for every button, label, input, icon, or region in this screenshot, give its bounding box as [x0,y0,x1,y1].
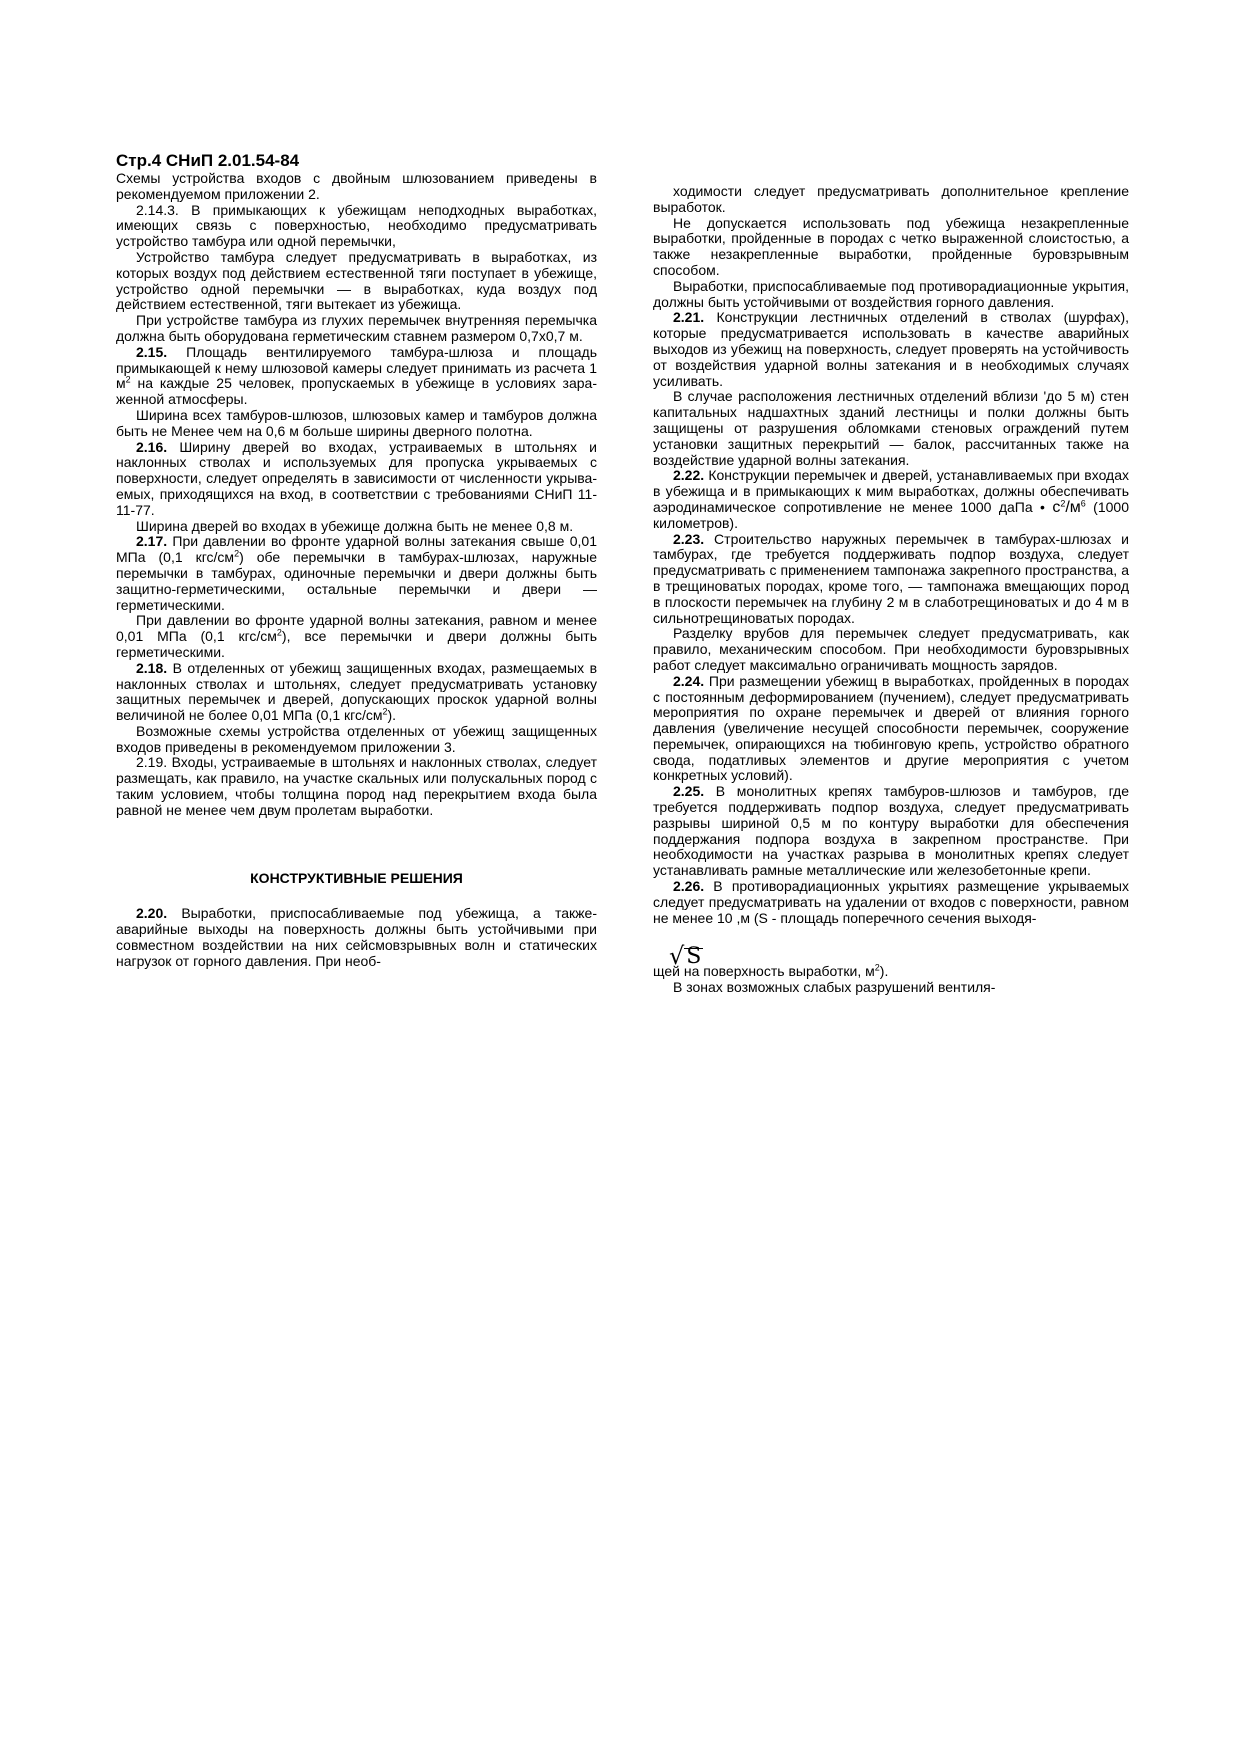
paragraph [653,784,1129,879]
superscript: 2 [1060,498,1066,509]
paragraph-text: В отделенных от убежищ защищенных входах, размещаемых в наклонных стволах и штольнях, следует предусматривать установку защитных перемычек и дверей, допускающих проскок ударной волны величиной не более 0,01 МПа (0,1 кгс/см [116,659,597,724]
clause-number: 2.17. [136,533,168,550]
clause-number: 2.21. [673,309,705,326]
paragraph-text: Выработки, приспосабливаемые под убежища, а также- аварийные выходы на поверхность должны быть устойчивыми при совместном воздействии на них сейсмовзрывных волн и статических нагрузок от горного давления. При необ- [116,905,597,969]
paragraph [116,661,597,724]
paragraph: При устройстве тамбура из глухих перемычек внутренняя перемычка должна быть оборудована герметическим ставнем размером 0,7х0,7 м. [116,312,597,344]
paragraph-text: Строительство наружных перемычек в тамбурах-шлюзах и тамбурах, где требуется поддерживать подпор воздуха, следует предусматривать с применением тампонажа закрепного пространства, а в трещиноватых породах, кроме того, — тампонажа вмещающих пород в плоскости перемычек на глубину 2 м в слаботрещиноватых и до 4 м в сильнотрещиноватых породах. [653,530,1129,626]
square-root [669,941,703,970]
clause-number: 2.20. [136,905,168,922]
paragraph: В случае расположения лестничных отделений вблизи 'до 5 м) стен капитальных надшахтных зданий лестницы и полки должны быть защищены от разрушения обломками стеновых ограждений путем установки защитных перекрытий — балок, рассчитанных также на воздействие ударной волны затекания. [653,388,1129,468]
clause-number: 2.15. [136,343,168,360]
paragraph: В зонах возможных слабых разрушений вентиля- [673,979,996,996]
radicand: S [686,943,702,969]
paragraph: Ширина всех тамбуров-шлюзов, шлюзовых камер и тамбуров должна быть не Менее чем на 0,6 м больше ширины дверного полотна. [116,406,597,439]
paragraph-text: Ширину дверей во входах, устраиваемых в штольнях и наклонных стволах и используемых для пропуска укрываемых с поверхности, следует определять в зависимости от численности укрываемых, приходящихся на вход, в соответствии с требованиями СНиП 11-11-77. [116,438,597,518]
radical-sign: √ [669,941,685,970]
sqrt-formula [669,926,1129,970]
paragraph-text: При давлении во фронте ударной волны затекания свыше 0,01 МПа (0,1 кгс/см [116,533,597,566]
paragraph-text: ) обе перемычки в тамбурах-шлюзах, наружные перемычки в тамбурах, одиночные перемычки и двери должны быть защитно-герметическими, остальные перемычки и двери — герметическими. [116,549,597,613]
clause-number: 2.26. [673,878,705,895]
paragraph [116,906,597,969]
paragraph-text: Площадь вентилируемого тамбура-шлюза и площадь примыкающей к нему шлюзовой камеры следует принимать из расчета 1 м [116,343,597,392]
superscript: 2 [125,374,131,385]
paragraph [116,534,597,613]
paragraph-text: При размещении убежищ в выработках, пройденных в породах с постоянным деформированием (пучением), следует предусматривать мероприятия по охране перемычек и дверей от влияния горного давления (увеличение несущей способности перемычек, сооружение перемычек, опирающихся на тюбинговую крепь, устройство обратного свода, податливых элементов и другие мероприятия с учетом конкретных условий). [653,672,1129,784]
paragraph-text: Конструкции перемычек и дверей, устанавливаемых при входах в убежища и в примыкающих к мим выработках, должны обеспечивать аэродинамическое сопротивление не менее 1000 даПа • [653,467,1129,515]
paragraph: Возможные схемы устройства отделенных от убежищ защищенных входов приведены в рекомендуемом приложении 3. [116,722,597,755]
superscript: 2 [874,962,880,973]
clause-number: 2.22. [673,467,705,484]
superscript: 2 [234,548,240,559]
paragraph [653,310,1129,389]
paragraph [116,440,597,519]
paragraph-text: ). [387,707,397,724]
paragraph-text: В монолитных крепях тамбуров-шлюзов и тамбуров, где требуется поддерживать подпор воздуха, следует предусматривать разрывы шириной 0,5 м по контуру выработки для обеспечения поддержания подпора воздуха в закрепном пространстве. При необходимости на участках разрыва в монолитных крепях следует устанавливать рамные металлические или железобетонные крепи. [653,783,1129,879]
paragraph: Устройство тамбура следует предусматривать в выработках, из которых воздух под действием естественной тяги поступает в убежище, устройство одной перемычки — в выработках, куда воздух под действием естественной, тяги вытекает из убежища. [116,248,597,313]
clause-number: 2.25. [673,783,705,800]
paragraph [653,532,1129,627]
paragraph: 2.14.3. В примыкающих к убежищам неподходных выработках, имеющих связь с поверхностью, необходимо предусматривать устройство тамбура или одной перемычки, [116,201,597,250]
clause-number: 2.23. [673,530,705,547]
paragraph [653,674,1129,785]
superscript: 2 [382,706,388,717]
formula-unit: /м [1065,498,1081,516]
left-column [116,171,597,970]
paragraph-text: на каждые 25 человек, пропускаемых в убежище в условиях зараженной атмосферы. [116,375,597,408]
paragraph-text: Конструкции лестничных отделений в стволах (шурфах), которые предусматривается использовать в качестве аварийных выходов из убежищ на поверхность, следует проверять на устойчивость от воздействия ударной волны затекания и в необходимых случаях усиливать. [653,309,1129,389]
paragraph: 2.19. Входы, устраиваемые в штольнях и наклонных стволах, следует размещать, как правило, на участке скальных или полускальных пород с таким условием, чтобы толщина пород над перекрытием входа была равной не менее чем двум пролетам выработки. [116,754,597,818]
section-title: КОНСТРУКТИВНЫЕ РЕШЕНИЯ [250,869,463,886]
clause-number: 2.16. [136,438,168,455]
paragraph [116,345,597,408]
paragraph [653,468,1129,531]
paragraph: ходимости следует предусматривать дополнительное крепление выработок. [653,183,1129,215]
paragraph: Схемы устройства входов с двойным шлюзованием приведены в рекомендуемом приложении 2. [116,170,597,202]
paragraph: Выработки, приспосабливаемые под противорадиационные укрытия, должны быть устойчивыми от воздействия горного давления. [653,277,1129,310]
page-header: Стр.4 СНиП 2.01.54-84 [116,151,300,170]
paragraph: Разделку врубов для перемычек следует предусматривать, как правило, механическим способом. При необходимости буровзрывных работ следует максимально ограничивать мощность зарядов. [653,625,1129,673]
superscript: 6 [1080,498,1086,509]
paragraph: Ширина дверей во входах в убежище должна быть не менее 0,8 м. [136,517,574,534]
clause-number: 2.18. [136,659,168,676]
paragraph-text: щей на поверхность выработки, м [653,963,875,980]
right-column [653,184,1129,996]
formula-unit: с [1052,498,1061,516]
paragraph [116,613,597,660]
paragraph-text: (1000 километров). [653,498,1129,531]
paragraph [653,879,1129,926]
paragraph-text: ). [879,963,889,980]
paragraph-text: ,м (S - площадь поперечного сечения выходя- [736,909,1037,926]
paragraph-text: При давлении во фронте ударной волны затекания, равном и менее 0,01 МПа (0,1 кгс/см [116,612,597,645]
clause-number: 2.24. [673,672,705,689]
paragraph-text: В противорадиационных укрытиях размещение укрываемых следует предусматривать на удалении от входов с поверхности, равном не менее 10 [653,878,1129,926]
paragraph-text: ), все перемычки и двери должны быть герметическими. [116,628,597,660]
paragraph [653,964,1129,980]
superscript: 2 [276,627,282,638]
paragraph: Не допускается использовать под убежища незакрепленные выработки, пройденные в породах с четко выраженной слоистостью, а также незакрепленные выработки, пройденные буровзрывным способом. [653,214,1129,278]
